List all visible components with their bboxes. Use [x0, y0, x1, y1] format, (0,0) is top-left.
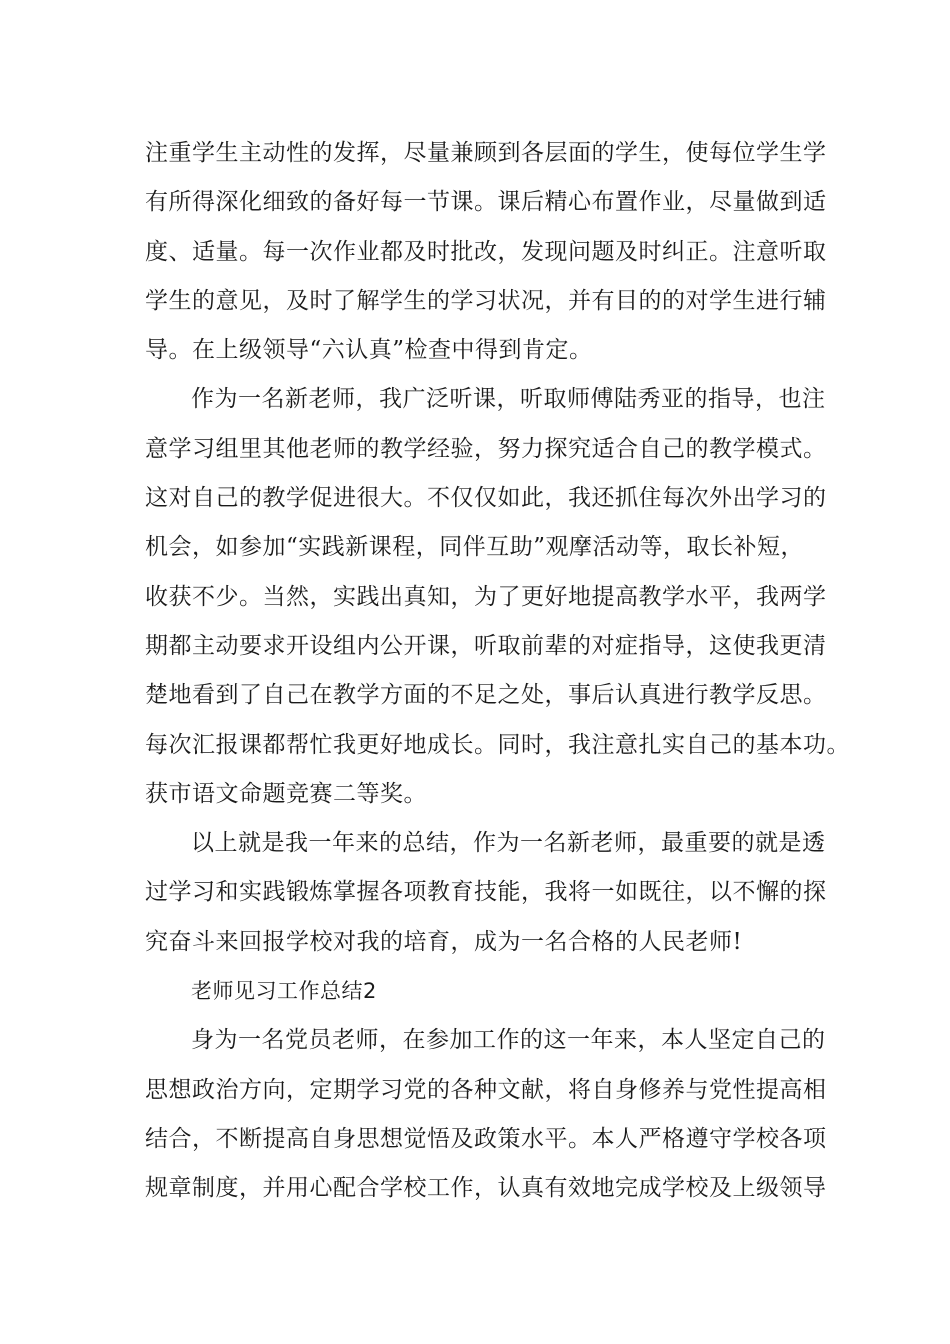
- text-line: 意学习组里其他老师的教学经验，努力探究适合自己的教学模式。: [145, 435, 827, 462]
- paragraph-summary-conclusion: [145, 819, 845, 967]
- text-line: 究奋斗来回报学校对我的培育，成为一名合格的人民老师!: [145, 928, 743, 955]
- text-line: 结合，不断提高自身思想觉悟及政策水平。本人严格遵守学校各项: [145, 1125, 827, 1152]
- text-line: 每次汇报课都帮忙我更好地成长。同时，我注意扎实自己的基本功。: [145, 731, 850, 758]
- text-line: 楚地看到了自己在教学方面的不足之处，事后认真进行教学反思。: [145, 682, 827, 709]
- section-heading: [145, 967, 845, 1016]
- paragraph-new-teacher-learning: [145, 375, 850, 819]
- text-line: 收获不少。当然，实践出真知，为了更好地提高教学水平，我两学: [145, 583, 827, 610]
- document-body: [145, 129, 850, 1214]
- section-title: 老师见习工作总结2: [191, 979, 377, 1004]
- text-line: 机会，如参加“实践新课程，同伴互助”观摩活动等，取长补短，: [145, 534, 805, 561]
- text-line: 这对自己的教学促进很大。不仅仅如此，我还抓住每次外出学习的: [145, 485, 827, 512]
- text-line: 获市语文命题竞赛二等奖。: [145, 780, 427, 807]
- text-line: 过学习和实践锻炼掌握各项教育技能，我将一如既往，以不懈的探: [145, 879, 827, 906]
- text-line: 导。在上级领导“六认真”检查中得到肯定。: [145, 337, 593, 364]
- paragraph-party-member: [145, 1016, 845, 1213]
- text-line: 期都主动要求开设组内公开课，听取前辈的对症指导，这使我更清: [145, 632, 827, 659]
- text-line: 规章制度，并用心配合学校工作，认真有效地完成学校及上级领导: [145, 1175, 827, 1202]
- text-line: 学生的意见，及时了解学生的学习状况，并有目的的对学生进行辅: [145, 287, 827, 314]
- text-line: 度、适量。每一次作业都及时批改，发现问题及时纠正。注意听取: [145, 238, 827, 265]
- text-line: 以上就是我一年来的总结，作为一名新老师，最重要的就是透: [191, 830, 826, 857]
- paragraph-teaching-duties: [145, 129, 845, 375]
- text-line: 有所得深化细致的备好每一节课。课后精心布置作业，尽量做到适: [145, 189, 827, 216]
- text-line: 身为一名党员老师，在参加工作的这一年来，本人坚定自己的: [191, 1027, 826, 1054]
- text-line: 思想政治方向，定期学习党的各种文献，将自身修养与党性提高相: [145, 1076, 827, 1103]
- text-line: 注重学生主动性的发挥，尽量兼顾到各层面的学生，使每位学生学: [145, 140, 827, 166]
- text-line: 作为一名新老师，我广泛听课，听取师傅陆秀亚的指导，也注: [191, 386, 826, 413]
